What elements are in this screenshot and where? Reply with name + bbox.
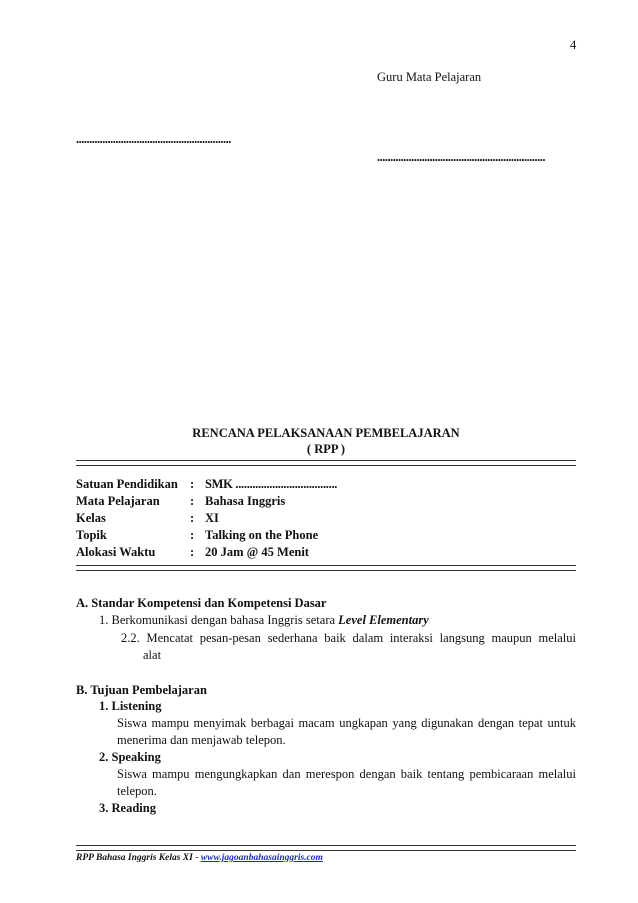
objective-title-listening: 1. Listening: [99, 699, 162, 713]
divider-top: [76, 460, 576, 466]
teacher-label: Guru Mata Pelajaran: [377, 70, 482, 84]
info-sep: :: [190, 511, 195, 525]
footer-link[interactable]: www.jagoanbahasainggris.com: [200, 853, 323, 863]
objective-title-reading: 3. Reading: [99, 801, 156, 815]
section-a-heading: A. Standar Kompetensi dan Kompetensi Dasar: [76, 596, 327, 610]
info-sep: :: [190, 494, 195, 508]
competency-item: [99, 613, 429, 628]
footer: [76, 853, 323, 863]
competency-text: 1. Berkomunikasi dengan bahasa Inggris setara: [99, 613, 339, 627]
footer-divider: [76, 845, 576, 851]
info-label: Mata Pelajaran: [76, 494, 160, 508]
basic-competency-line1: 2.2. Mencatat pesan-pesan sederhana baik dalam interaksi langsung maupun melalui: [121, 631, 576, 645]
info-value: Talking on the Phone: [205, 528, 319, 542]
objective-title-speaking: 2. Speaking: [99, 750, 161, 764]
basic-competency-line2: alat: [143, 648, 162, 662]
info-label: Alokasi Waktu: [76, 545, 156, 559]
info-sep: :: [190, 545, 195, 559]
page-number: 4: [570, 38, 577, 52]
info-sep: :: [190, 528, 195, 542]
info-label: Satuan Pendidikan: [76, 477, 178, 491]
competency-level: Level Elementary: [338, 613, 429, 627]
signature-line-left: ...........................................................: [76, 132, 231, 146]
signature-line-right: ................................................................: [377, 150, 545, 164]
info-label: Topik: [76, 528, 107, 542]
info-label: Kelas: [76, 511, 106, 525]
divider-bottom: [76, 565, 576, 571]
objective-text: Siswa mampu mengungkapkan dan merespon dengan baik tentang pembicaraan melalui: [117, 767, 576, 781]
objective-text: menerima dan menjawab telepon.: [117, 733, 286, 747]
info-value: Bahasa Inggris: [205, 494, 286, 508]
document-subtitle: ( RPP ): [306, 442, 346, 456]
objective-text: Siswa mampu menyimak berbagai macam ungkapan yang digunakan dengan tepat untuk: [117, 716, 576, 730]
info-value: SMK ....................................: [205, 477, 338, 491]
section-b-heading: B. Tujuan Pembelajaran: [76, 683, 207, 697]
info-value: XI: [205, 511, 219, 525]
info-value: 20 Jam @ 45 Menit: [205, 545, 309, 559]
info-sep: :: [190, 477, 195, 491]
objective-text: telepon.: [117, 784, 157, 798]
document-title: RENCANA PELAKSANAAN PEMBELAJARAN: [192, 426, 460, 440]
footer-text: RPP Bahasa Inggris Kelas XI -: [76, 853, 201, 863]
